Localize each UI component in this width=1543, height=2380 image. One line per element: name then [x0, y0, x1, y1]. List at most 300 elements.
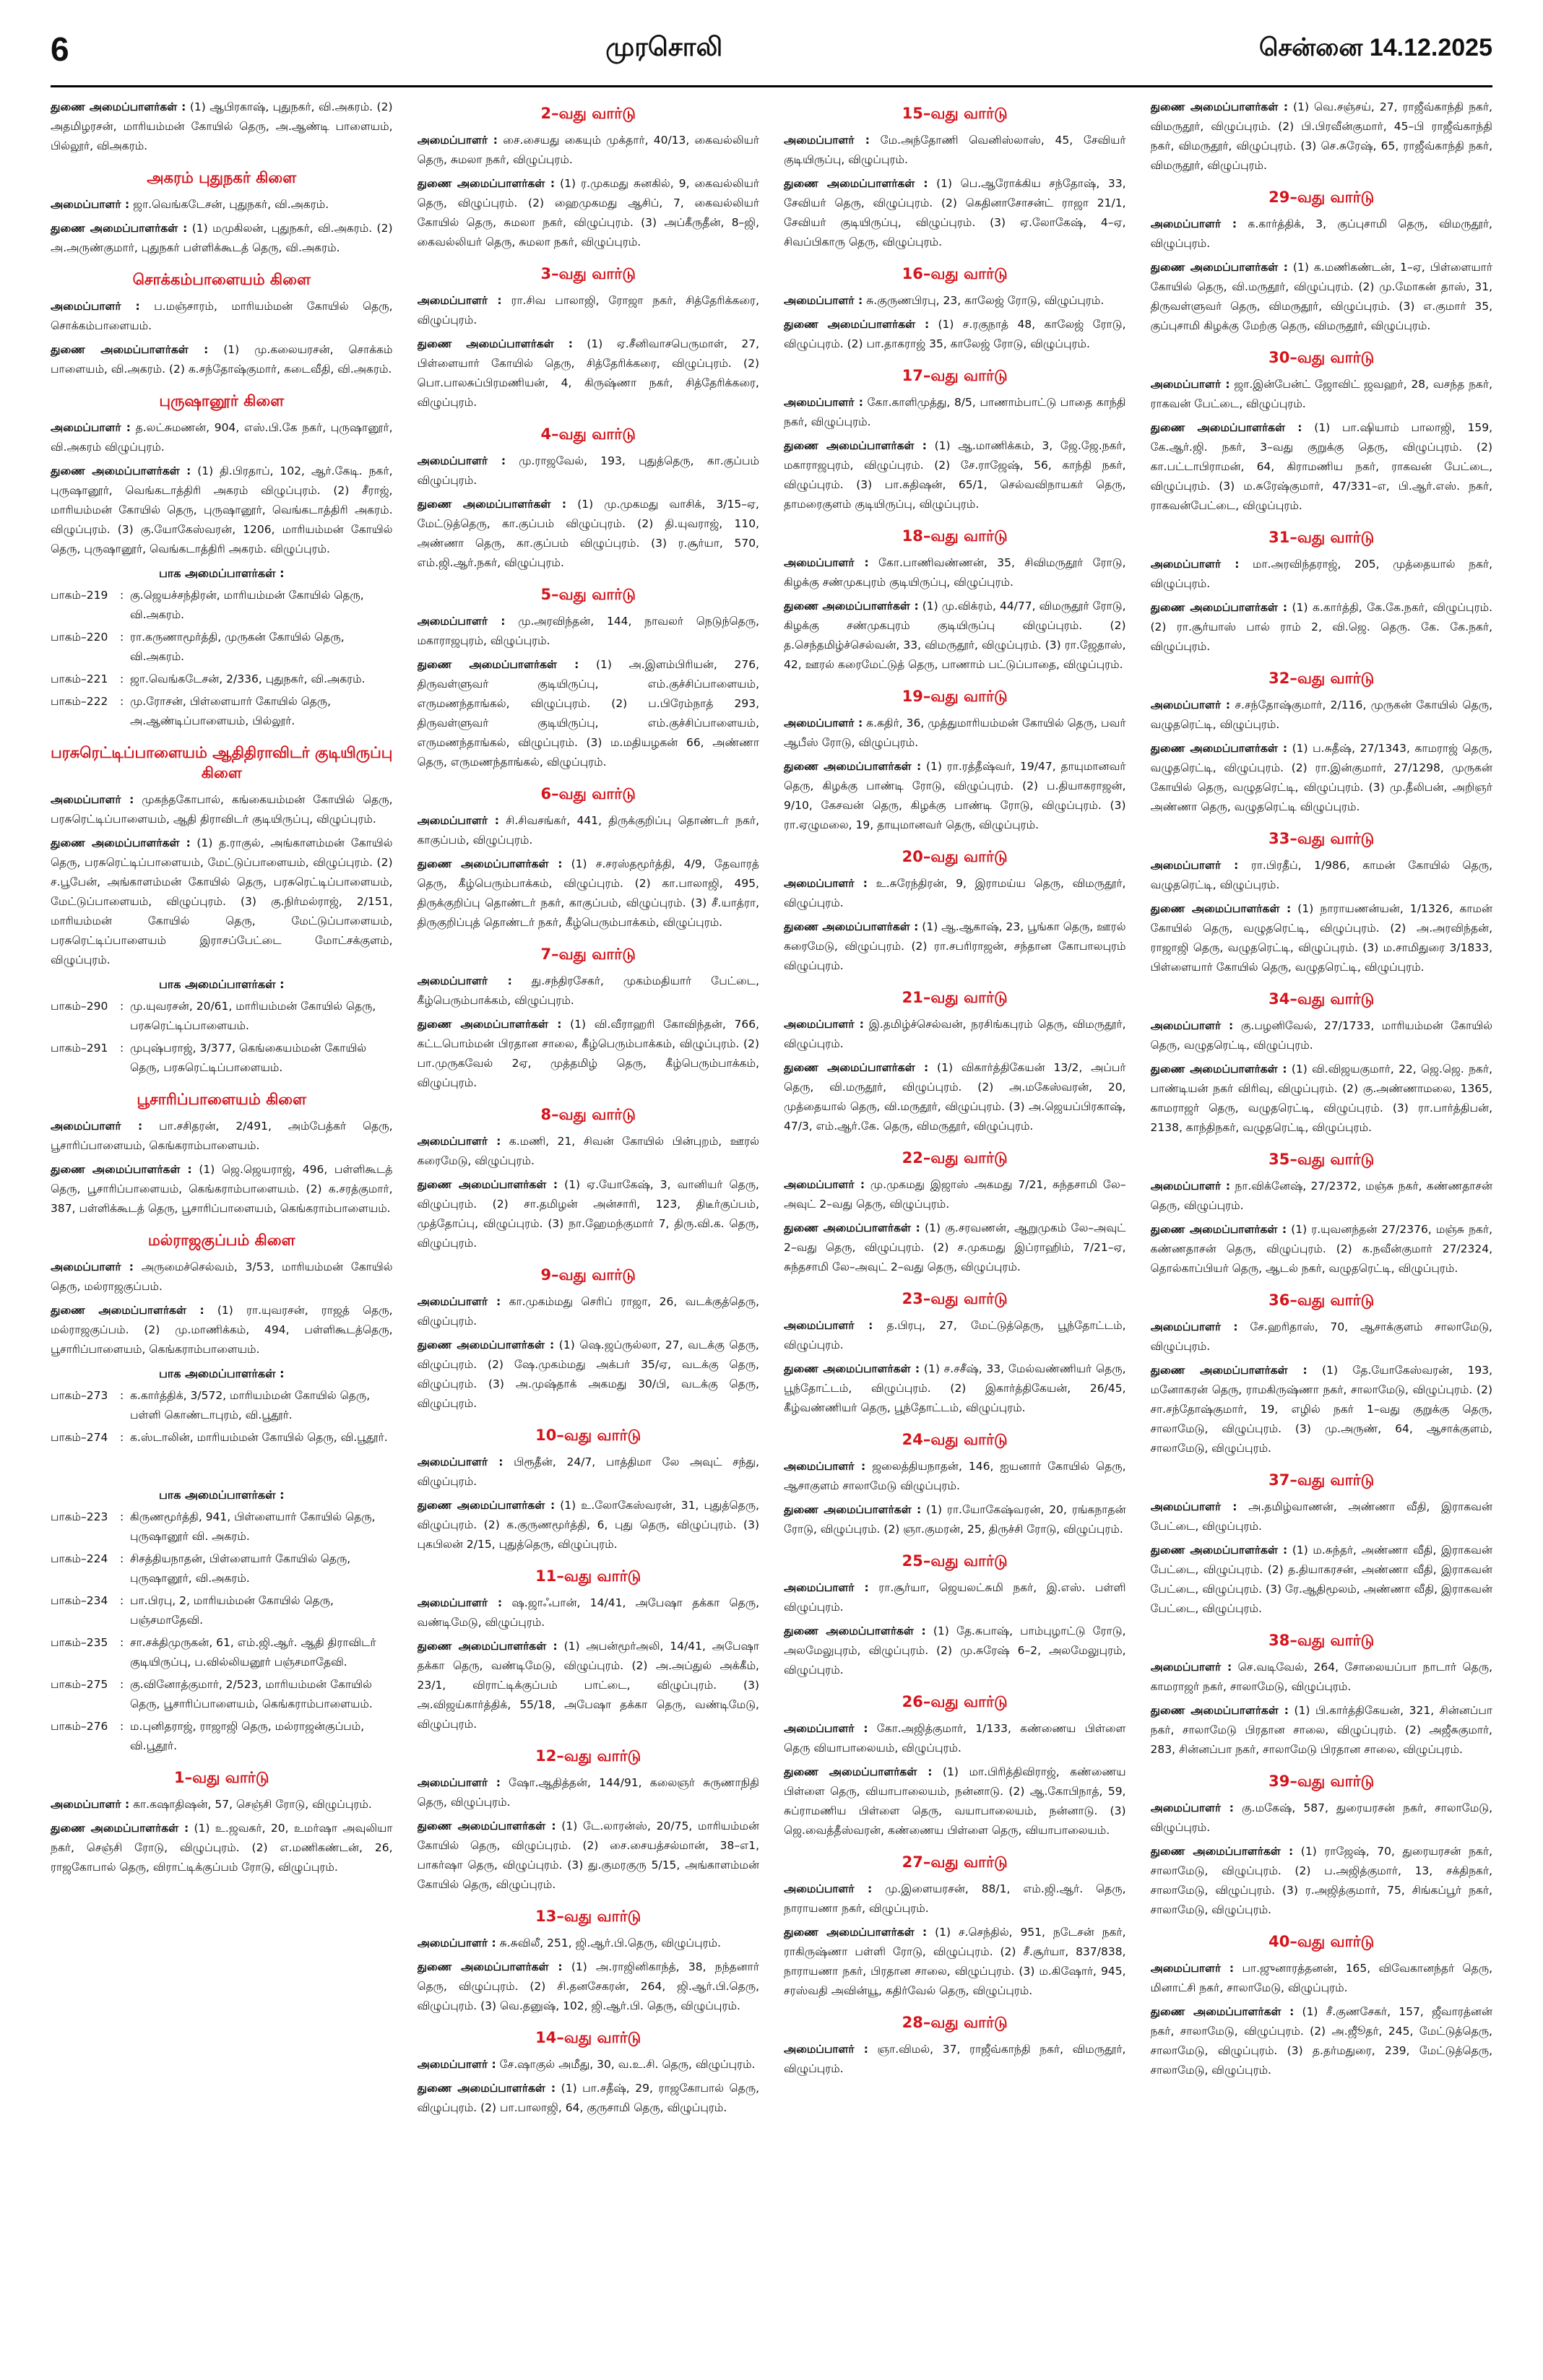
entry-paragraph: [1151, 1177, 1493, 1216]
role-label: துணை அமைப்பாளர்கள் :: [784, 600, 919, 613]
section: [51, 743, 393, 1078]
entry-paragraph: [1151, 1959, 1493, 1998]
entry-paragraph: [784, 1015, 1126, 1054]
column-1: [51, 98, 393, 2358]
entry-paragraph: [784, 1578, 1126, 1617]
section: [784, 2012, 1126, 2079]
entry-paragraph: [1151, 739, 1493, 817]
booth-row: [51, 1039, 393, 1078]
entry-paragraph: [418, 1637, 760, 1734]
entry-paragraph: [1151, 598, 1493, 657]
section: [784, 103, 1126, 252]
section-heading: 25–வது வார்டு: [902, 1552, 1008, 1570]
sub-heading: பாக அமைப்பாளர்கள் :: [159, 977, 285, 991]
section-heading: 16–வது வார்டு: [902, 265, 1008, 282]
booth-organiser: க.கார்த்திக், 3/572, மாரியம்மன் கோயில் தெரு, பள்ளி கொண்டாபுரம், வி.பூதூர்.: [130, 1389, 371, 1421]
section: [51, 1230, 393, 1448]
role-label: துணை அமைப்பாளர்கள் :: [417, 658, 579, 671]
entry-paragraph: [784, 2040, 1126, 2079]
booth-number: பாகம்–275: [51, 1678, 108, 1691]
role-label: துணை அமைப்பாளர்கள் :: [417, 1499, 556, 1512]
colon: :: [120, 589, 124, 602]
entry-paragraph: [1151, 1317, 1493, 1356]
entry-paragraph: [784, 1359, 1126, 1418]
entry-paragraph: [51, 1258, 393, 1297]
role-label: துணை அமைப்பாளர்கள் :: [1150, 601, 1288, 614]
entry-text: இ.தமிழ்ச்செல்வன், நரசிங்கபுரம் தெரு, விமருதூர், விழுப்புரம்.: [784, 1018, 1126, 1050]
role-label: துணை அமைப்பாளர்கள் :: [784, 760, 922, 773]
entry-text: த.பிரபு, 27, மேட்டுத்தெரு, பூந்தோட்டம், விழுப்புரம்.: [784, 1319, 1126, 1351]
entry-text: செ.வடிவேல், 264, சோலையப்பா நாடார் தெரு, காமராஜர் நகர், சாலாமேடு, விழுப்புரம்.: [1150, 1661, 1492, 1693]
section: [1151, 1470, 1493, 1619]
booth-organiser: ரா.கருணாமூர்த்தி, முருகன் கோயில் தெரு, வி.அகரம்.: [130, 631, 345, 663]
booth-organiser: கு.ஜெயச்சந்திரன், மாரியம்மன் கோயில் தெரு, வி.அகரம்.: [130, 589, 364, 621]
entry-text: பா.ஜுனாரத்தனன், 165, விவேகானந்தர் தெரு, மினாட்சி நகர், சாலாமேடு, விழுப்புரம்.: [1150, 1962, 1492, 1994]
section: [784, 1289, 1126, 1418]
entry-paragraph: [784, 714, 1126, 753]
entry-text: (1) த.ராகுல், அங்காளம்மன் கோயில் தெரு, பரசுரெட்டிப்பாளையம், மேட்டுப்பாளையம், விழுப்புரம். (2) ச.பூபேன், அங்காளம்மன் கோயில் தெரு, பரசுரெட்டிப்பாளையம், மேட்டுப்பாளையம், விழுப்புரம். (3) கு.நிர்மல்ராஜ், 2/151, மாரியம்மன் கோயில் தெரு, மேட்டுப்பாளையம், பரசுரெட்டிப்பாளையம் இராசப்பேட்டை மோட்சக்குளம், விழுப்புரம்.: [51, 836, 393, 966]
colon: :: [120, 1594, 124, 1607]
section: [784, 987, 1126, 1136]
booth-organiser: முபுஷ்பராஜ், 3/377, கெங்கையம்மன் கோயில் தெரு, பரசுரெட்டிப்பாளையம்.: [130, 1042, 367, 1074]
entry-text: (1) ம.சுந்தர், அண்ணா வீதி, இராகவன் பேட்டை, விழுப்புரம். (2) த.தியாகரசன், அண்ணா வீதி, இராகவன் பேட்டை, விழுப்புரம். (3) ரே.ஆதிமூலம், அண்ணா வீதி, இராகவன் பேட்டை, விழுப்புரம்.: [1150, 1544, 1492, 1615]
section-heading: 17–வது வார்டு: [902, 367, 1008, 384]
section-heading: 24–வது வார்டு: [902, 1431, 1008, 1448]
section: [784, 1148, 1126, 1277]
role-label: துணை அமைப்பாளர்கள் :: [51, 1163, 192, 1176]
entry-paragraph: [1151, 375, 1493, 414]
booth-row: [51, 1428, 393, 1448]
entry-text: (1) ஆபிரகாஷ், புதுநகர், வி.அகரம். (2) அதமிழரசன், மாரியம்மன் கோயில் தெரு, அ.ஆண்டி பாளையம், பில்லூர், விஅகரம்.: [51, 100, 393, 152]
spacer: [51, 1459, 393, 1481]
entry-paragraph: [784, 1316, 1126, 1355]
section-heading: 5–வது வார்டு: [540, 586, 636, 603]
section-heading: பூசாரிப்பாளையம் கிளை: [137, 1091, 307, 1108]
role-label: அமைப்பாளர் :: [417, 2058, 496, 2071]
page-number: 6: [51, 30, 69, 68]
entry-paragraph: [418, 174, 760, 252]
colon: :: [120, 1042, 124, 1055]
section-heading: 9–வது வார்டு: [540, 1266, 636, 1284]
role-label: துணை அமைப்பாளர்கள் :: [417, 1819, 556, 1832]
section: [418, 784, 760, 932]
entry-paragraph: [784, 1175, 1126, 1214]
section: [51, 1459, 393, 1756]
section: [784, 365, 1126, 514]
entry-text: பிரூதீன், 24/7, பாத்திமா லே அவுட் சந்து, விழுப்புரம்.: [417, 1455, 759, 1488]
entry-text: சே.ஷாகுல் அமீது, 30, வ.உ.சி. தெரு, விழுப்புரம்.: [496, 2058, 756, 2071]
section: [1151, 1149, 1493, 1278]
role-label: துணை அமைப்பாளர்கள் :: [417, 337, 573, 350]
booth-number: பாகம்–222: [51, 695, 108, 708]
role-label: துணை அமைப்பாளர்கள் :: [784, 1221, 920, 1234]
section-heading: 40–வது வார்டு: [1268, 1933, 1375, 1950]
section: [1151, 1931, 1493, 2080]
entry-text: கா.கஷாதிஷன், 57, செஞ்சி ரோடு, விழுப்புரம்.: [129, 1798, 372, 1811]
entry-text: (1) சீ.குணசேகர், 157, ஜீவாரத்னன் நகர், சாலாமேடு, விழுப்புரம். (2) அ.ஜூீதர், 245, மேட்டுத்தெரு, சாலாமேடு, விழுப்புரம். (3) த.தர்மதுரை, 239, மேட்டுத்தெரு, சாலாமேடு, விழுப்புரம்.: [1150, 2005, 1492, 2077]
booth-number: பாகம்–220: [51, 631, 108, 644]
role-label: அமைப்பாளர் :: [784, 1722, 868, 1735]
entry-paragraph: [784, 1622, 1126, 1680]
entry-paragraph: [51, 462, 393, 559]
entry-paragraph: [784, 1762, 1126, 1840]
entry-paragraph: [418, 1773, 760, 1812]
section-heading: 19–வது வார்டு: [902, 688, 1008, 705]
entry-paragraph: [51, 418, 393, 457]
entry-text: (1) அ.ராஜினிகாந்த், 38, நந்தனார் தெரு, விழுப்புரம். (2) சி.தனசேகரன், 264, ஜி.ஆர்.பி.தெரு, விழுப்புரம். (3) வெ.தனுஷ், 102, ஜி.ஆர்.பி. தெரு, விழுப்புரம்.: [417, 1960, 759, 2012]
role-label: அமைப்பாளர் :: [784, 294, 863, 307]
entry-paragraph: [418, 612, 760, 651]
entry-text: (1) வெ.சஞ்சய், 27, ராஜீவ்காந்தி நகர், விமருதூர், விழுப்புரம். (2) பி.பிரவீன்குமார், 45–பி ராஜீவ்காந்தி நகர், விமருதூர், விழுப்புரம். (3) செ.சுரேஷ், 65, ராஜீவ்காந்தி நகர், விமருதூர், விழுப்புரம்.: [1150, 100, 1492, 172]
role-label: அமைப்பாளர் :: [784, 396, 863, 409]
section: [418, 1746, 760, 1895]
role-label: அமைப்பாளர் :: [417, 1295, 501, 1308]
role-label: அமைப்பாளர் :: [51, 421, 131, 434]
booth-number: பாகம்–234: [51, 1594, 108, 1607]
entry-paragraph: [51, 1117, 393, 1156]
colon: :: [120, 1389, 124, 1402]
role-label: துணை அமைப்பாளர்கள் :: [784, 920, 919, 933]
entry-text: மு.முகமது இஜாஸ் அகமது 7/21, சுந்தசாமி லே–அவுட் 2–வது தெரு, விழுப்புரம்.: [784, 1178, 1126, 1211]
entry-text: கு.மகேஷ், 587, துரையரசன் நகர், சாலாமேடு, விழுப்புரம்.: [1150, 1801, 1492, 1834]
entry-text: உ.சுரேந்திரன், 9, இராமய்ய தெரு, விமருதூர், விழுப்புரம்.: [784, 877, 1126, 909]
section: [784, 1429, 1126, 1539]
section: [1151, 98, 1493, 176]
entry-text: (1) விகார்த்திகேயன் 13/2, அப்பர் தெரு, வி.மருதூர், விழுப்புரம். (2) அ.மகேஸ்வரன், 20, முத்தையால் தெரு, வி.மருதூர், விழுப்புரம். (3) அ.ஜெயப்பிரகாஷ், 47/3, எம்.ஆர்.கே. தெரு, விமருதூர், விழுப்புரம்.: [784, 1061, 1126, 1133]
section: [1151, 187, 1493, 336]
entry-paragraph: [1151, 1016, 1493, 1055]
entry-text: (1) உ.ஜவகர், 20, உமர்ஷா அவுலியா நகர், செஞ்சி ரோடு, விழுப்புரம். (2) எ.மணிகண்டன், 26, ராஜகோபால் தெரு, விராட்டிக்குப்பம் ரோடு, விழுப்புரம்.: [51, 1822, 393, 1874]
role-label: அமைப்பாளர் :: [784, 2043, 868, 2056]
role-label: அமைப்பாளர் :: [1150, 1320, 1238, 1333]
entry-paragraph: [784, 291, 1126, 311]
entry-text: (1) ச.சரஸ்தமூர்த்தி, 4/9, தேவாரத் தெரு, கீழ்பெரும்பாக்கம், விழுப்புரம். (2) கா.பாலாஜி, 495, திருக்குறிப்பு தொண்டர் நகர், காகுப்பம், விழுப்புரம். (3) சீ.யாத்ரா, திருகுறிப்புத் தொண்டர் நகர், கீழ்பெரும்பாக்கம், விழுப்புரம்.: [417, 857, 759, 929]
section-heading: 29–வது வார்டு: [1268, 189, 1375, 206]
newspaper-name: முரசொலி: [605, 33, 723, 62]
role-label: அமைப்பாளர் :: [417, 1776, 501, 1789]
entry-text: (1) கு.சரவணன், ஆறுமுகம் லே–அவுட் 2–வது தெரு, விழுப்புரம். (2) ச.முகமது இப்ராஹிம், 7/21–ஏ, சுந்தசாமி லே–அவுட் 2–வது தெரு, விழுப்புரம்.: [784, 1221, 1126, 1273]
section: [784, 526, 1126, 675]
role-label: துணை அமைப்பாளர்கள் :: [1150, 2005, 1295, 2018]
role-label: அமைப்பாளர் :: [417, 974, 512, 987]
role-label: துணை அமைப்பாளர்கள் :: [784, 1503, 922, 1516]
entry-text: கோ.பாணிவண்ணன், 35, சிவிமருதூர் ரோடு, கிழக்கு சண்முகபுரம் குடியிருப்பு, விழுப்புரம்.: [784, 556, 1126, 589]
booth-organiser: சிசத்தியநாதன், பிள்ளையார் கோயில் தெரு, புருஷானூர், வி.அகரம்.: [130, 1552, 351, 1585]
entry-text: (1) பா.ஷியாம் பாலாஜி, 159, கே.ஆர்.ஜி. நகர், 3–வது குறுக்கு தெரு, விழுப்புரம். (2) கா.பட்டாபிராமன், 64, கிராமணிய நகர், ராகவன் பேட்டை, விழுப்புரம். (3) ம.சுரேஷ்குமார், 47/331–எ, பி.ஆர்.எஸ். நகர், ராகவன்பேட்டை, விழுப்புரம்.: [1150, 421, 1492, 512]
section-heading: 3–வது வார்டு: [540, 265, 636, 282]
section-heading: 35–வது வார்டு: [1268, 1151, 1375, 1168]
entry-text: (1) ச.செந்தில், 951, நடேசன் நகர், ராகிருஷ்ணா பள்ளி ரோடு, விழுப்புரம். (2) சீ.சூர்யா, 837/838, நாராயணா நகர், பிரதான சாலை, விழுப்புரம். (3) ம.கிஷோர், 945, சரஸ்வதி அவின்யூ, கதிர்வேல் தெரு, விழுப்புரம்.: [784, 1926, 1126, 1997]
section: [418, 584, 760, 772]
entry-paragraph: [418, 1015, 760, 1093]
role-label: துணை அமைப்பாளர்கள் :: [1150, 100, 1289, 113]
entry-paragraph: [418, 1453, 760, 1492]
role-label: அமைப்பாளர் :: [1150, 558, 1240, 571]
entry-paragraph: [784, 917, 1126, 976]
entry-text: ரா.சிவ பாலாஜி, ரோஜா நகர், சித்தேரிக்கரை, விழுப்புரம்.: [417, 294, 759, 326]
entry-paragraph: [418, 1817, 760, 1895]
role-label: அமைப்பாளர் :: [784, 1319, 873, 1332]
role-label: துணை அமைப்பாளர்கள் :: [51, 222, 188, 235]
booth-row: [51, 1717, 393, 1756]
role-label: துணை அமைப்பாளர்கள் :: [784, 1624, 926, 1637]
role-label: அமைப்பாளர் :: [1150, 1500, 1237, 1513]
entry-text: கோ.அஜித்குமார், 1/133, கண்ணைய பிள்ளை தெரு வியாபாலையம், விழுப்புரம்.: [784, 1722, 1126, 1754]
column-2: [418, 98, 760, 2358]
entry-paragraph: [784, 1219, 1126, 1277]
entry-paragraph: [51, 1795, 393, 1814]
booth-organiser: ஜா.வெங்கடேசன், 2/336, புதுநகர், வி.அகரம்.: [130, 672, 366, 685]
entry-paragraph: [51, 1819, 393, 1877]
entry-text: (1) ர.யுவனந்தன் 27/2376, மஞ்சு நகர், கண்ணதாசன் தெரு, விழுப்புரம். (2) க.நவீன்குமார் 27/2324, தொல்காப்பியர் தெரு, ஆடல் நகர், வழுதரெட்டி, விழுப்புரம்.: [1150, 1223, 1492, 1275]
entry-text: ப.மஞ்சாரம், மாரியம்மன் கோயில் தெரு, சொக்கம்பாளையம்.: [51, 300, 393, 332]
colon: :: [120, 1678, 124, 1691]
role-label: துணை அமைப்பாளர்கள் :: [417, 1178, 558, 1191]
section: [418, 1566, 760, 1734]
role-label: துணை அமைப்பாளர்கள் :: [784, 1362, 920, 1375]
section: [1151, 989, 1493, 1138]
entry-text: ஷ.ஜாஃபான், 14/41, அபேஷா தக்கா தெரு, வண்டிமேடு, விழுப்புரம்.: [417, 1596, 759, 1629]
role-label: துணை அமைப்பாளர்கள் :: [417, 857, 563, 870]
entry-text: சி.சிவசங்கர், 441, திருக்குறிப்பு தொண்டர் நகர், காகுப்பம், விழுப்புரம்.: [417, 814, 759, 847]
entry-text: ரா.சூர்யா, ஜெயலட்சுமி நகர், இ.எஸ். பள்ளி விழுப்புரம்.: [784, 1581, 1126, 1614]
role-label: அமைப்பாளர் :: [417, 1455, 503, 1468]
entry-text: (1) ஏ.சீனிவாசபெருமாள், 27, பிள்ளையார் கோயில் தெரு, சித்தேரிக்கரை, விழுப்புரம். (2) பொ.பாலசுப்பிரமணியன், 4, கிருஷ்ணா நகர், சித்தேரிக்கரை, விழுப்புரம்.: [417, 337, 759, 409]
entry-paragraph: [418, 495, 760, 573]
section-heading: 8–வது வார்டு: [540, 1106, 636, 1123]
role-label: துணை அமைப்பாளர்கள் :: [784, 318, 930, 331]
booth-number: பாகம்–224: [51, 1552, 108, 1565]
booth-row: [51, 586, 393, 625]
colon: :: [120, 1431, 124, 1444]
role-label: துணை அமைப்பாளர்கள் :: [417, 498, 567, 511]
role-label: அமைப்பாளர் :: [1150, 859, 1239, 872]
section-heading: சொக்கம்பாளையம் கிளை: [132, 271, 311, 288]
entry-paragraph: [1151, 856, 1493, 895]
entry-paragraph: [1151, 899, 1493, 977]
entry-text: கா.முகம்மது செரிப் ராஜா, 26, வடக்குத்தெரு, விழுப்புரம்.: [417, 1295, 759, 1328]
section: [1151, 1290, 1493, 1458]
section: [784, 264, 1126, 354]
entry-paragraph: [1151, 1842, 1493, 1920]
colon: :: [120, 1000, 124, 1013]
entry-text: மு.அரவிந்தன், 144, நாவலர் நெடுந்தெரு, மகாராஜபுரம், விழுப்புரம்.: [417, 615, 759, 647]
entry-text: த.லட்சுமணன், 904, எஸ்.பி.கே நகர், புருஷானூர், வி.அகரம் விழுப்புரம்.: [51, 421, 393, 454]
entry-text: மே.அந்தோணி வெனிஸ்லாஸ், 45, சேவியர் குடியிருப்பு, விழுப்புரம்.: [784, 134, 1126, 166]
entry-text: ஜா.வெங்கடேசன், புதுநகர், வி.அகரம்.: [129, 198, 329, 211]
entry-text: (1) மு.கலையரசன், சொக்கம் பாளையம், வி.அகரம். (2) க.சந்தோஷ்குமார், கடைவீதி, வி.அகரம்.: [51, 343, 393, 376]
entry-paragraph: [1151, 1060, 1493, 1138]
entry-paragraph: [1151, 98, 1493, 176]
section-heading: 28–வது வார்டு: [902, 2014, 1008, 2031]
entry-paragraph: [418, 334, 760, 412]
entry-paragraph: [784, 393, 1126, 432]
entry-paragraph: [1151, 1701, 1493, 1760]
role-label: துணை அமைப்பாளர்கள் :: [51, 100, 186, 113]
entry-paragraph: [51, 1160, 393, 1219]
booth-number: பாகம்–290: [51, 1000, 108, 1013]
entry-text: (1) ப.சுதீஷ், 27/1343, காமராஜ் தெரு, வழுதரெட்டி, விழுப்புரம். (2) ரா.இன்குமார், 27/1298, முருகன் கோயில் தெரு, வழுதரெட்டி, விழுப்புரம். (3) மு.தீலிபன், அறிஞர் அண்ணா தெரு, வழுதரெட்டி விழுப்புரம்.: [1150, 742, 1492, 813]
role-label: துணை அமைப்பாளர்கள் :: [417, 1338, 555, 1351]
booth-row: [51, 628, 393, 667]
entry-text: மு.இளையரசன், 88/1, எம்.ஜி.ஆர். தெரு, நாராயணா நகர், விழுப்புரம்.: [784, 1882, 1126, 1915]
entry-paragraph: [1151, 2002, 1493, 2080]
entry-paragraph: [51, 219, 393, 258]
entry-text: கோ.காளிமுத்து, 8/5, பாணாம்பாட்டு பாதை காந்தி நகர், விழுப்புரம்.: [784, 396, 1126, 428]
section-heading: 22–வது வார்டு: [902, 1149, 1008, 1167]
entry-paragraph: [784, 597, 1126, 675]
entry-text: (1) ராஜேஷ், 70, துரையரசன் நகர், சாலாமேடு, விழுப்புரம். (2) ப.அஜித்குமார், 13, சக்திநகர், சாலாமேடு, விழுப்புரம். (3) ர.அஜித்குமார், 75, சிங்கப்பூர் நகர், சாலாமேடு, விழுப்புரம்.: [1150, 1845, 1492, 1916]
section-heading: 30–வது வார்டு: [1268, 349, 1375, 366]
role-label: துணை அமைப்பாளர்கள் :: [784, 1926, 928, 1939]
section: [418, 1425, 760, 1554]
role-label: அமைப்பாளர் :: [784, 877, 868, 890]
role-label: அமைப்பாளர் :: [417, 294, 502, 307]
entry-paragraph: [418, 655, 760, 772]
section-heading: 13–வது வார்டு: [535, 1908, 641, 1925]
section-heading: 11–வது வார்டு: [535, 1567, 641, 1585]
entry-text: (1) க.கார்த்தி, கே.கே.நகர், விழுப்புரம். (2) ரா.சூர்யாஸ் பால் ராம் 2, வி.ஜெ. தெரு. கே. கே.நகர், விழுப்புரம்.: [1150, 601, 1492, 653]
entry-text: (1) ர.முகமது சுனகில், 9, கைவல்லியர் தெரு, விழுப்புரம். (2) ஹைமுகமது ஆசிப், 7, கைவல்லியர் கோயில் தெரு, சுமலா நகர், விழுப்புரம். (3) அப்கீருதீன், 8–ஜி, கைவல்லியர் தெரு, சுமலா நகர், விழுப்புரம்.: [417, 177, 759, 248]
role-label: அமைப்பாளர் :: [1150, 1661, 1232, 1674]
booth-row: [51, 1675, 393, 1714]
entry-paragraph: [51, 195, 393, 215]
booth-row: [51, 1507, 393, 1546]
entry-text: (1) மமுகிலன், புதுநகர், வி.அகரம். (2) அ.அருண்குமார், புதுநகர் பள்ளிக்கூடத் தெரு, வி.அகரம்.: [51, 222, 393, 254]
entry-paragraph: [784, 1500, 1126, 1539]
section: [418, 2028, 760, 2118]
entry-text: க.கார்த்திக், 3, குப்புசாமி தெரு, விமருதூர், விழுப்புரம்.: [1150, 217, 1492, 250]
entry-text: சு.குருணபிரபு, 23, காலேஜ் ரோடு, விழுப்புரம்.: [863, 294, 1105, 307]
masthead: [51, 13, 1492, 87]
column-4: [1151, 98, 1493, 2358]
entry-paragraph: [784, 1923, 1126, 2001]
sub-heading: பாக அமைப்பாளர்கள் :: [159, 1488, 285, 1502]
section-heading: 18–வது வார்டு: [902, 527, 1008, 545]
entry-paragraph: [418, 972, 760, 1011]
booth-number: பாகம்–273: [51, 1389, 108, 1402]
section: [784, 1852, 1126, 2001]
section-heading: 23–வது வார்டு: [902, 1290, 1008, 1307]
role-label: அமைப்பாளர் :: [784, 556, 869, 569]
section: [1151, 527, 1493, 657]
role-label: அமைப்பாளர் :: [1150, 1801, 1234, 1814]
section-heading: 32–வது வார்டு: [1268, 670, 1375, 687]
entry-text: நா.விக்னேஷ், 27/2372, மஞ்சு நகர், கண்ணதாசன் தெரு, விழுப்புரம்.: [1150, 1180, 1492, 1212]
entry-text: (1) ஆ.ஆகாஷ், 23, பூங்கா தெரு, ஊரல் கரைமேடு, விழுப்புரம். (2) ரா.சபரிராஜன், சந்தான கோபாலபுரம் விழுப்புரம்.: [784, 920, 1126, 972]
entry-paragraph: [418, 854, 760, 932]
entry-paragraph: [51, 98, 393, 156]
section: [51, 1767, 393, 1877]
role-label: அமைப்பாளர் :: [784, 1178, 865, 1191]
entry-paragraph: [418, 1957, 760, 2016]
role-label: அமைப்பாளர் :: [51, 793, 134, 806]
entry-paragraph: [1151, 696, 1493, 735]
role-label: துணை அமைப்பாளர்கள் :: [1150, 1223, 1287, 1236]
entry-text: கு.பழனிவேல், 27/1733, மாரியம்மன் கோயில் தெரு, வழுதரெட்டி, விழுப்புரம்.: [1150, 1019, 1492, 1052]
role-label: துணை அமைப்பாளர்கள் :: [784, 177, 928, 190]
role-label: துணை அமைப்பாளர்கள் :: [417, 1018, 562, 1031]
entry-text: (1) ரா.யோகேஷ்வரன், 20, ரங்கநாதன் ரோடு, விழுப்புரம். (2) ஞா.குமரன், 25, திருச்சி ரோடு, விழுப்புரம்.: [784, 1503, 1126, 1536]
section: [418, 264, 760, 412]
role-label: துணை அமைப்பாளர்கள் :: [1150, 902, 1292, 915]
entry-paragraph: [784, 553, 1126, 592]
role-label: அமைப்பாளர் :: [51, 300, 140, 313]
section: [784, 686, 1126, 835]
entry-text: (1) அபன்மூர்அலி, 14/41, அபேஷா தக்கா தெரு, வண்டிமேடு, விழுப்புரம். (2) அ.அப்துல் அக்கீம், 23/1, விராட்டிக்குப்பம் பாட்டை, விழுப்புரம். (3) அ.விஜய்கார்த்திக், 55/18, அபேஷா தக்கா தெரு, வண்டிமேடு, விழுப்புரம்.: [417, 1640, 759, 1731]
section-heading: 34–வது வார்டு: [1268, 990, 1375, 1008]
column-3: [784, 98, 1126, 2358]
entry-paragraph: [51, 790, 393, 829]
section-heading: 10–வது வார்டு: [535, 1427, 641, 1444]
section-heading: 36–வது வார்டு: [1268, 1291, 1375, 1309]
entry-paragraph: [784, 757, 1126, 835]
booth-number: பாகம்–274: [51, 1431, 108, 1444]
role-label: அமைப்பாளர் :: [51, 1260, 134, 1273]
role-label: அமைப்பாளர் :: [784, 1460, 866, 1473]
booth-organiser: மு.யுவரசன், 20/61, மாரியம்மன் கோயில் தெரு, பரசுரெட்டிப்பாளையம்.: [130, 1000, 376, 1032]
entry-paragraph: [418, 1336, 760, 1414]
section-heading: 26–வது வார்டு: [902, 1693, 1008, 1710]
entry-text: (1) ச.சசீஷ், 33, மேல்வண்ணியர் தெரு, பூந்தோட்டம், விழுப்புரம். (2) இகார்த்திகேயன், 26/45, கீழ்வண்ணியர் தெரு, பூந்தோட்டம், விழுப்புரம்.: [784, 1362, 1126, 1414]
section-heading: 4–வது வார்டு: [540, 425, 636, 443]
section: [418, 1265, 760, 1414]
entry-text: சு.சுவிலீ, 251, ஜி.ஆர்.பி.தெரு, விழுப்புரம்.: [496, 1937, 722, 1950]
entry-text: (1) ரா.யுவரசன், ராஜத் தெரு, மல்ராஜகுப்பம். (2) மு.மாணிக்கம், 494, பள்ளிகூடத்தெரு, பூசாரிப்பாளையம், கெங்கராம்பாளையம்.: [51, 1304, 393, 1356]
booth-organiser: சா.சக்திமுருகன், 61, எம்.ஜி.ஆர். ஆதி திராவிடர் குடியிருப்பு, ப.வில்லியனூர் பஞ்சமாதேவி.: [130, 1636, 376, 1669]
role-label: அமைப்பாளர் :: [417, 1596, 503, 1609]
booth-organiser: கு.வினோத்குமார், 2/523, மாரியம்மன் கோயில் தெரு, பூசாரிப்பாளையம், கெங்கராம்பாளையம்.: [130, 1678, 373, 1710]
entry-text: (1) க.மணிகண்டன், 1–ஏ, பிள்ளையார் கோயில் தெரு, வி.மருதூர், விழுப்புரம். (2) மு.மோகன் தாஸ், 31, திருவள்ளுவர் தெரு, விமருதூர், விழுப்புரம். (3) எ.குமார் 35, குப்புசாமி கிழக்கு மேற்கு தெரு, விமருதூர், விழுப்புரம்.: [1150, 261, 1492, 332]
section: [784, 847, 1126, 976]
entry-text: (1) ஷெ.ஜப்ருல்லா, 27, வடக்கு தெரு, விழுப்புரம். (2) ஷே.முகம்மது அக்பர் 35/ஏ, வடக்கு தெரு, விழுப்புரம். (3) அ.முஷ்தாக் அகமது 30/பி, வடக்கு தெரு, விழுப்புரம்.: [417, 1338, 759, 1410]
entry-paragraph: [1151, 1658, 1493, 1697]
section-heading: 14–வது வார்டு: [535, 2029, 641, 2046]
booth-row: [51, 1633, 393, 1672]
entry-paragraph: [784, 436, 1126, 514]
booth-row: [51, 997, 393, 1036]
role-label: துணை அமைப்பாளர்கள் :: [51, 343, 209, 356]
role-label: துணை அமைப்பாளர்கள் :: [51, 1822, 189, 1835]
role-label: அமைப்பாளர் :: [417, 1937, 496, 1950]
role-label: துணை அமைப்பாளர்கள் :: [1150, 421, 1302, 434]
entry-text: க.கதிர், 36, முத்துமாரியம்மன் கோயில் தெரு, பவர் ஆபீஸ் ரோடு, விழுப்புரம்.: [784, 717, 1126, 749]
entry-paragraph: [1151, 555, 1493, 594]
entry-paragraph: [51, 340, 393, 379]
entry-paragraph: [418, 1934, 760, 1953]
booth-row: [51, 1549, 393, 1588]
entry-text: (1) ரா.ரத்தீஷ்வர், 19/47, தாயுமானவர் தெரு, கிழக்கு பாண்டி ரோடு, விழுப்புரம். (2) ப.தியாகராஜன், 9/10, கேசவன் தெரு, கிழக்கு பாண்டி ரோடு, விழுப்புரம். (3) ரா.ஏழுமலை, 19, தாயுமானவர் தெரு, விழுப்புரம்.: [784, 760, 1126, 831]
section: [418, 944, 760, 1093]
role-label: துணை அமைப்பாளர்கள் :: [1150, 1544, 1288, 1557]
entry-paragraph: [418, 291, 760, 330]
colon: :: [120, 1552, 124, 1565]
role-label: துணை அமைப்பாளர்கள் :: [51, 836, 191, 849]
role-label: அமைப்பாளர் :: [417, 1135, 501, 1148]
entry-paragraph: [1151, 1220, 1493, 1278]
role-label: துணை அமைப்பாளர்கள் :: [417, 2082, 556, 2095]
section: [418, 103, 760, 252]
booth-organiser: கிருணமூர்த்தி, 941, பிள்ளையார் கோயில் தெரு, புருஷானூர் வி. அகரம்.: [130, 1510, 376, 1543]
section: [784, 1692, 1126, 1840]
booth-organiser: பா.பிரபு, 2, மாரியம்மன் கோயில் தெரு, பஞ்சமாதேவி.: [130, 1594, 334, 1627]
section-heading: 33–வது வார்டு: [1268, 830, 1375, 847]
role-label: துணை அமைப்பாளர்கள் :: [784, 1061, 929, 1074]
section: [51, 269, 393, 379]
entry-paragraph: [784, 874, 1126, 913]
entry-text: க.மணி, 21, சிவன் கோயில் பின்புறம், ஊரல் கரைமேடு, விழுப்புரம்.: [417, 1135, 759, 1167]
section-heading: 31–வது வார்டு: [1268, 529, 1375, 546]
